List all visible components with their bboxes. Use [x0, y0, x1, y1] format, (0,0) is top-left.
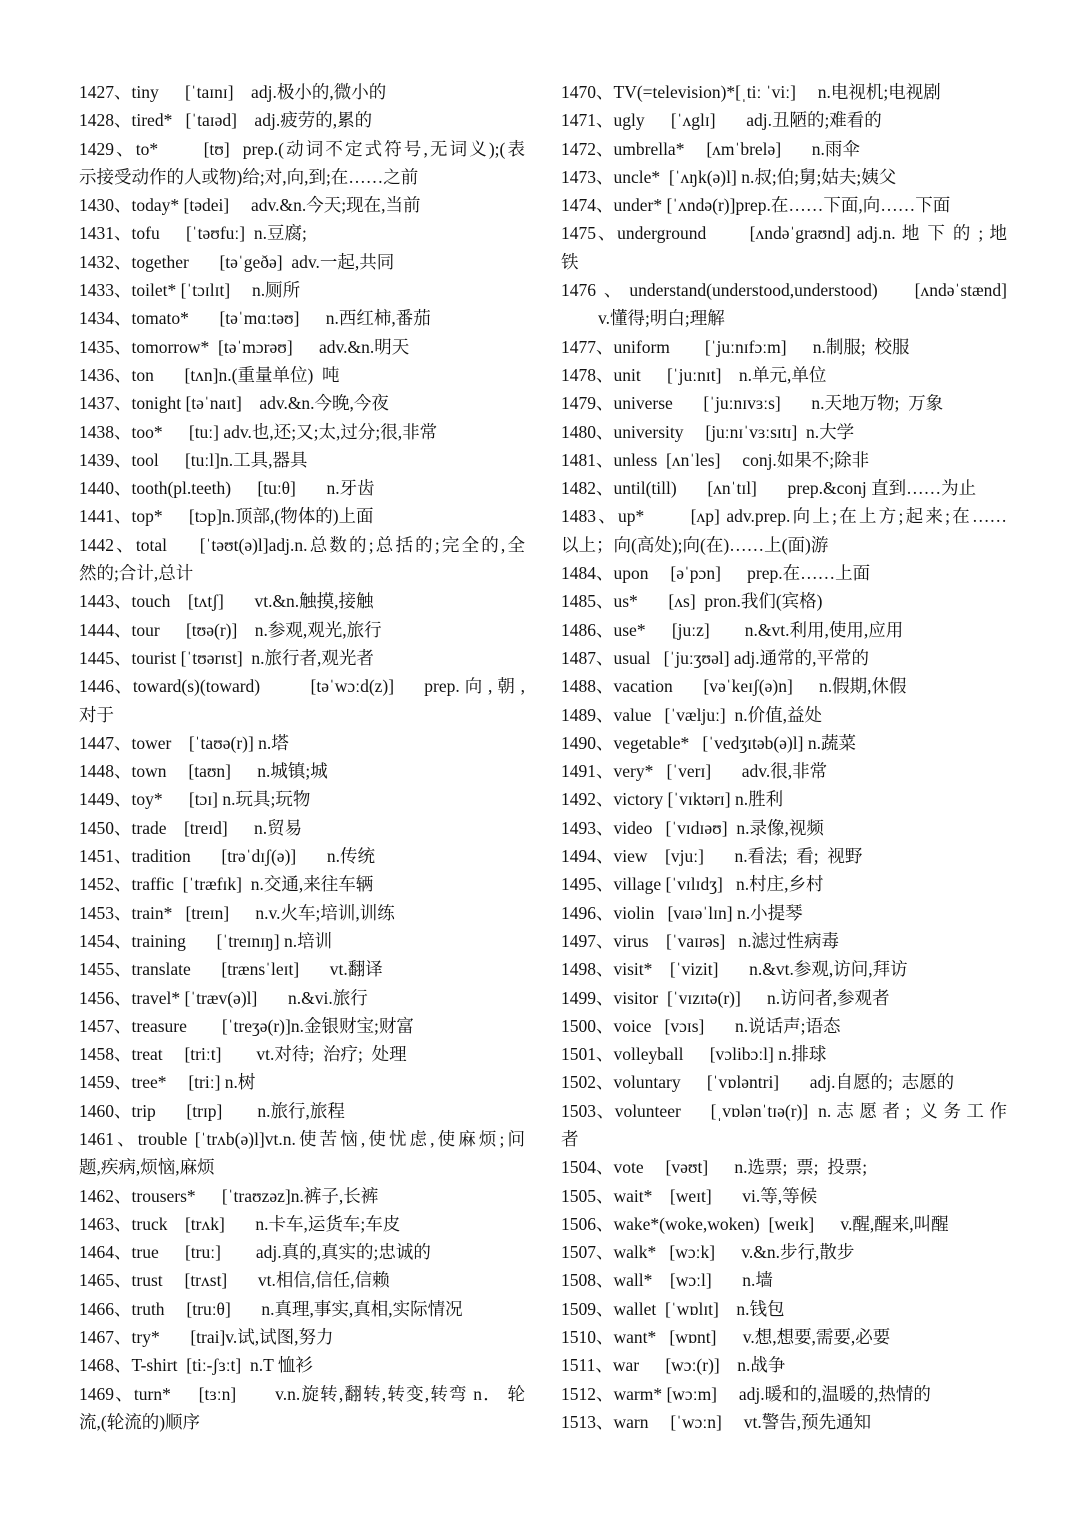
entry-line: 1453、train* [treɪn] n.v.火车;培训,训练	[79, 902, 395, 923]
entry-line: 1480、university [juːnɪˈvɜːsɪtɪ] n.大学	[561, 421, 855, 442]
entry-line: 1496、violin [vaɪəˈlɪn] n.小提琴	[561, 902, 803, 923]
entry-line: 流,(轮流的)顺序	[79, 1411, 201, 1432]
entry-line: 1483、up* [ʌp] adv.prep.向上;在上方;起来;在……	[561, 506, 1007, 527]
entry-line: 1467、try* [trai]v.试,试图,努力	[79, 1327, 334, 1348]
entry-line: 1432、together [təˈgeðə] adv.一起,共同	[79, 251, 395, 272]
entry-line: 1482、until(till) [ʌnˈtɪl] prep.&conj 直到……为止	[561, 478, 977, 499]
entry-line: 1435、tomorrow* [təˈmɔrəʊ] adv.&n.明天	[79, 336, 410, 357]
entry-line: 1491、very* [ˈverɪ] adv.很,非常	[561, 761, 828, 782]
entry-line: 1439、tool [tuːl]n.工具,器具	[79, 449, 308, 470]
entry-line: 铁	[561, 251, 579, 272]
entry-line: 1434、tomato* [təˈmɑːtəʊ] n.西红柿,番茄	[79, 308, 431, 329]
entry-line: 以上；向(高处);向(在)……上(面)游	[561, 534, 829, 555]
entry-line: 1445、tourist [ˈtʊərɪst] n.旅行者,观光者	[79, 647, 374, 668]
entry-line: 1462、trousers* [ˈtraʊzəz]n.裤子,长裤	[79, 1185, 379, 1206]
entry-line: 1489、value [ˈvæljuː] n.价值,益处	[561, 704, 823, 725]
entry-line: 1450、trade [treɪd] n.贸易	[79, 817, 303, 838]
entry-line: 1458、treat [triːt] vt.对待; 治疗; 处理	[79, 1044, 407, 1065]
entry-line: 1469、turn* [tɜːn] v.n.旋转,翻转,转变,转弯 n． 轮	[79, 1383, 525, 1404]
entry-line: 1457、treasure [ˈtreʒə(r)]n.金银财宝;财富	[79, 1015, 414, 1036]
entry-line: 者	[561, 1128, 579, 1149]
entry-line: 题,疾病,烦恼,麻烦	[79, 1157, 215, 1178]
entry-line: 1504、vote [vəʊt] n.选票; 票; 投票;	[561, 1157, 868, 1178]
entry-line: 1485、us* [ʌs] pron.我们(宾格)	[561, 591, 823, 612]
entry-line: 1484、upon [əˈpɔn] prep.在……上面	[561, 563, 871, 584]
entry-line: 1488、vacation [vəˈkeɪʃ(ə)n] n.假期,休假	[561, 676, 907, 697]
entry-line: 1463、truck [trʌk] n.卡车,运货车;车皮	[79, 1213, 401, 1234]
left-column	[79, 78, 525, 1436]
entry-line: 1433、toilet* [ˈtɔɪlɪt] n.厕所	[79, 280, 301, 301]
entry-line: 1428、tired* [ˈtaɪəd] adj.疲劳的,累的	[79, 110, 373, 131]
entry-line: 1479、universe [ˈjuːnɪvɜːs] n.天地万物; 万象	[561, 393, 944, 414]
entry-line: 1448、town [taʊn] n.城镇;城	[79, 761, 328, 782]
entry-line: 1506、wake*(woke,woken) [weɪk] v.醒,醒来,叫醒	[561, 1213, 949, 1234]
entry-line: 1436、ton [tʌn]n.(重量单位) 吨	[79, 364, 340, 385]
entry-line: 1430、today* [tədei] adv.&n.今天;现在,当前	[79, 195, 421, 216]
entry-line: 1481、unless [ʌnˈles] conj.如果不;除非	[561, 449, 870, 470]
entry-line: 1440、tooth(pl.teeth) [tuːθ] n.牙齿	[79, 478, 375, 499]
entry-line: 1464、true [truː] adj.真的,真实的;忠诚的	[79, 1242, 431, 1263]
entry-line: 1472、umbrella* [ʌmˈbrelə] n.雨伞	[561, 138, 860, 159]
entry-line: 1465、trust [trʌst] vt.相信,信任,信赖	[79, 1270, 390, 1291]
entry-line: 1499、visitor [ˈvɪzɪtə(r)] n.访问者,参观者	[561, 987, 890, 1008]
entry-line: 1443、touch [tʌtʃ] vt.&n.触摸,接触	[79, 591, 374, 612]
entry-line: 对于	[79, 704, 114, 725]
entry-line: 1456、travel* [ˈtræv(ə)l] n.&vi.旅行	[79, 987, 368, 1008]
entry-line: 1429、to* [tʊ] prep.(动词不定式符号,无词义);(表	[79, 138, 525, 159]
entry-line: 1498、visit* [ˈvizit] n.&vt.参观,访问,拜访	[561, 959, 908, 980]
entry-line: 1452、traffic [ˈtræfɪk] n.交通,来往车辆	[79, 874, 374, 895]
entry-line: 示接受动作的人或物)给;对,向,到;在……之前	[79, 166, 419, 187]
entry-line: 1455、translate [trænsˈleɪt] vt.翻译	[79, 959, 383, 980]
entry-line: 1510、want* [wɒnt] v.想,想要,需要,必要	[561, 1327, 891, 1348]
entry-line: 1466、truth [truːθ] n.真理,事实,真相,实际情况	[79, 1298, 463, 1319]
entry-line: 然的;合计,总计	[79, 563, 194, 584]
entry-line: 1471、ugly [ˈʌglɪ] adj.丑陋的;难看的	[561, 110, 882, 131]
entry-line: 1487、usual [ˈjuːʒʊəl] adj.通常的,平常的	[561, 647, 870, 668]
entry-line: 1511、war [wɔː(r)] n.战争	[561, 1355, 786, 1376]
entry-line: 1447、tower [ˈtaʊə(r)] n.塔	[79, 732, 289, 753]
entry-line: 1444、tour [tʊə(r)] n.参观,观光,旅行	[79, 619, 382, 640]
entry-line: 1477、uniform [ˈjuːnɪfɔːm] n.制服; 校服	[561, 336, 910, 357]
entry-line: 1437、tonight [təˈnaɪt] adv.&n.今晚,今夜	[79, 393, 389, 414]
entry-line: 1486、use* [juːz] n.&vt.利用,使用,应用	[561, 619, 904, 640]
entry-line: 1500、voice [vɔɪs] n.说话声;语态	[561, 1015, 841, 1036]
entry-line: 1497、virus [ˈvaɪrəs] n.滤过性病毒	[561, 930, 840, 951]
entry-line: 1490、vegetable* [ˈvedʒɪtəb(ə)l] n.蔬菜	[561, 732, 856, 753]
entry-line: 1476、understand(understood,understood) [ʌndəˈstænd]	[561, 280, 1007, 301]
entry-line: 1473、uncle* [ˈʌŋk(ə)l] n.叔;伯;舅;姑夫;姨父	[561, 166, 897, 187]
entry-line: 1474、under* [ˈʌndə(r)]prep.在……下面,向……下面	[561, 195, 951, 216]
entry-line: 1503、volunteer [ˌvɒlənˈtɪə(r)] n. 志 愿 者 ; 义 务 工 作	[561, 1100, 1007, 1121]
entry-line: 1427、tiny [ˈtaɪnɪ] adj.极小的,微小的	[79, 82, 387, 102]
entry-line: 1512、warm* [wɔːm] adj.暖和的,温暖的,热情的	[561, 1383, 931, 1404]
entry-line: 1451、tradition [trəˈdɪʃ(ə)] n.传统	[79, 846, 375, 867]
entry-line: 1513、warn [ˈwɔːn] vt.警告,预先通知	[561, 1411, 872, 1432]
entry-line: 1470、TV(=television)*[ˌtiː ˈviː] n.电视机;电视剧	[561, 82, 941, 102]
entry-line: 1459、tree* [triː] n.树	[79, 1072, 256, 1093]
entry-line: 1494、view [vjuː] n.看法; 看; 视野	[561, 846, 863, 867]
entry-line: 1431、tofu [ˈtəʊfuː] n.豆腐;	[79, 223, 307, 244]
entry-line: 1501、volleyball [vɔlibɔːl] n.排球	[561, 1044, 827, 1065]
entry-line: 1508、wall* [wɔːl] n.墙	[561, 1270, 773, 1291]
entry-line: 1502、voluntary [ˈvɒləntri] adj.自愿的; 志愿的	[561, 1072, 955, 1093]
entry-line: 1468、T-shirt [tiː-ʃɜːt] n.T 恤衫	[79, 1355, 313, 1376]
entry-line: 1454、training [ˈtreɪnɪŋ] n.培训	[79, 930, 333, 951]
entry-line: 1475、underground [ʌndəˈgraʊnd] adj.n. 地 下 的 ; 地	[561, 223, 1007, 244]
right-column	[561, 78, 1007, 1436]
entry-line: 1461、trouble [ˈtrʌb(ə)l]vt.n.使苦恼,使忧虑,使麻烦;问	[79, 1128, 525, 1149]
entry-line: 1509、wallet [ˈwɒlɪt] n.钱包	[561, 1298, 785, 1319]
entry-line: 1507、walk* [wɔːk] v.&n.步行,散步	[561, 1242, 855, 1263]
entry-line: 1441、top* [tɔp]n.顶部,(物体的)上面	[79, 506, 374, 527]
entry-line: 1442、total [ˈtəʊt(ə)l]adj.n.总数的;总括的;完全的,全	[79, 534, 525, 555]
entry-line: 1495、village [ˈvɪlɪdʒ] n.村庄,乡村	[561, 874, 824, 895]
entry-line: v.懂得;明白;理解	[598, 308, 725, 329]
entry-line: 1505、wait* [weɪt] vi.等,等候	[561, 1185, 818, 1206]
entry-line: 1460、trip [trɪp] n.旅行,旅程	[79, 1100, 345, 1121]
entry-line: 1493、video [ˈvɪdɪəʊ] n.录像,视频	[561, 817, 824, 838]
entry-line: 1478、unit [ˈjuːnɪt] n.单元,单位	[561, 364, 827, 385]
entry-line: 1446、toward(s)(toward) [təˈwɔːd(z)] prep. 向 , 朝 ,	[79, 676, 525, 697]
entry-line: 1449、toy* [tɔɪ] n.玩具;玩物	[79, 789, 311, 810]
entry-line: 1492、victory [ˈvɪktərɪ] n.胜利	[561, 789, 784, 810]
entry-line: 1438、too* [tuː] adv.也,还;又;太,过分;很,非常	[79, 421, 438, 442]
